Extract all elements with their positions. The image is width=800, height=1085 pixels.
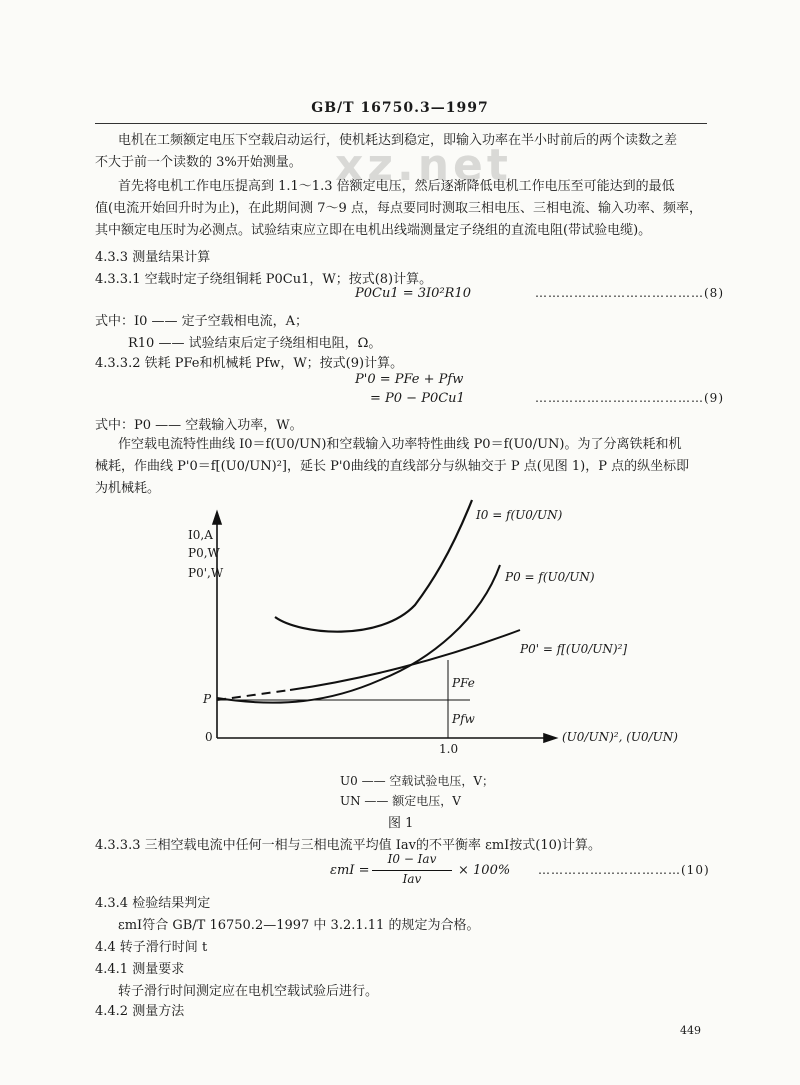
curve-p0-prime-dashed [217,690,290,700]
para-2-line-1: 首先将电机工作电压提高到 1.1～1.3 倍额定电压，然后逐渐降低电机工作电压至可能达到的最低 [118,179,675,194]
section-4-3-3-2: 4.3.3.2 铁耗 PFe和机械耗 Pfw，W；按式(9)计算。 [95,356,404,371]
curve-p0-prime [290,630,520,690]
section-4-3-3-3: 4.3.3.3 三相空载电流中任何一相与三相电流平均值 Iav的不平衡率 εmI按式(10)计算。 [95,838,601,853]
pfw-label: Pfw [452,712,475,726]
section-4-3-3-1: 4.3.3.1 空载时定子绕组铜耗 P0Cu1，W；按式(8)计算。 [95,272,433,287]
section-4-3-4-text: εmI符合 GB/T 16750.2—1997 中 3.2.1.11 的规定为合格。 [118,918,480,933]
curve-p0-label: P0 = f(U0/UN) [505,570,595,584]
x-axis-arrow [544,734,556,742]
equation-10-lhs: εmI = [330,863,370,878]
para-3-line-2: 械耗，作曲线 P'0＝f[(U0/UN)²]，延长 P'0曲线的直线部分与纵轴交于 P 点(见图 1)，P 点的纵坐标即 [95,459,690,474]
section-4-3-3: 4.3.3 测量结果计算 [95,250,211,265]
figure-caption: 图 1 [388,816,414,831]
y-label-p0-prime: P0',W [188,566,224,580]
equation-10-number: ……………………………(10) [538,863,710,877]
y-axis-arrow [213,512,221,524]
equation-8: P0Cu1 = 3I0²R10 [355,286,471,301]
where-i0: 式中：I0 —— 定子空载相电流，A； [95,314,309,329]
para-2-line-2: 值(电流开始回升时为止)，在此期间测 7～9 点，每点要同时测取三相电压、三相电流、输入功率、频率， [95,201,702,216]
equation-10-numerator: I0 − Iav [387,852,437,866]
point-p-label: P [203,692,212,706]
where-p0: 式中：P0 —— 空载输入功率，W。 [95,418,303,433]
standard-header: GB/T 16750.3—1997 [311,100,489,116]
section-4-4-2: 4.4.2 测量方法 [95,1004,185,1019]
equation-10-denominator: Iav [402,872,422,886]
equation-10-rhs: × 100% [458,863,511,878]
figure-legend-u0: U0 —— 空载试验电压，V； [340,774,495,788]
para-3-line-3: 为机械耗。 [95,481,161,496]
section-4-3-4: 4.3.4 检验结果判定 [95,896,211,911]
para-2-line-3: 其中额定电压时为必测点。试验结束应立即在电机出线端测量定子绕组的直流电阻(带试验电缆)。 [95,223,652,238]
y-label-i0: I0,A [188,528,213,542]
equation-10-fraction-bar [372,870,452,871]
para-1-line-2: 不大于前一个读数的 3%开始测量。 [95,155,302,170]
equation-9-line-1: P'0 = PFe + Pfw [355,372,464,387]
y-label-p0: P0,W [188,546,220,560]
curve-p0-prime-label: P0' = f[(U0/UN)²] [520,642,628,656]
section-4-4: 4.4 转子滑行时间 t [95,940,208,955]
para-3-line-1: 作空载电流特性曲线 I0＝f(U0/UN)和空载输入功率特性曲线 P0＝f(U0/UN)。为了分离铁耗和机 [118,437,682,452]
origin-label: 0 [205,730,213,744]
equation-9-number: …………………………………(9) [535,391,724,405]
x-tick-label: 1.0 [439,742,459,756]
figure-legend-un: UN —— 额定电压，V [340,794,461,808]
equation-8-number: …………………………………(8) [535,286,724,300]
curve-i0 [275,500,472,632]
section-4-4-1-text: 转子滑行时间测定应在电机空载试验后进行。 [118,984,379,999]
page-number: 449 [680,1024,701,1037]
watermark: xz.net [335,140,512,191]
curve-i0-label: I0 = f(U0/UN) [476,508,563,522]
para-1-line-1: 电机在工频额定电压下空载启动运行，使机耗达到稳定，即输入功率在半小时前后的两个读数之差 [118,133,678,148]
section-4-4-1: 4.4.1 测量要求 [95,962,185,977]
equation-9-line-2: = P0 − P0Cu1 [370,391,465,406]
x-axis-label: (U0/UN)², (U0/UN) [562,730,678,744]
where-r10: R10 —— 试验结束后定子绕组相电阻，Ω。 [128,336,382,351]
pfe-label: PFe [452,676,475,690]
